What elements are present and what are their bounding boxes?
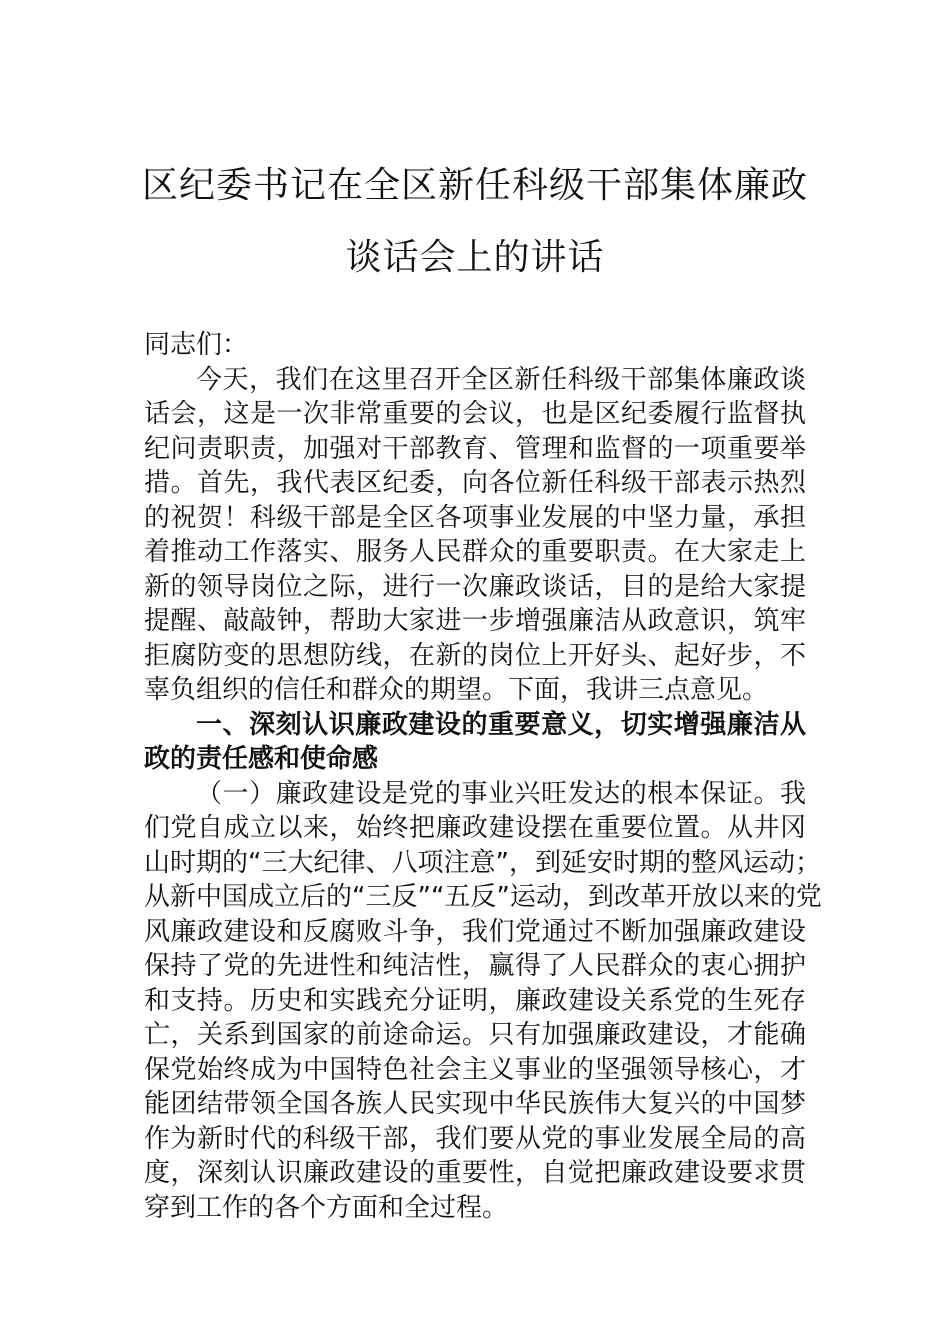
page-title-line-2: 谈话会上的讲话 — [345, 237, 605, 278]
paragraph-line: 风廉政建设和反腐败斗争，我们党通过不断加强廉政建设 — [144, 916, 806, 947]
section-heading-line: 政的责任感和使命感 — [144, 744, 379, 774]
paragraph-line: 今天，我们在这里召开全区新任科级干部集体廉政谈 — [196, 364, 806, 395]
paragraph-line: 着推动工作落实、服务人民群众的重要职责。在大家走上 — [144, 537, 806, 567]
paragraph-line: 穿到工作的各个方面和全过程。 — [144, 1192, 509, 1223]
paragraph-line: 们党自成立以来，始终把廉政建设摆在重要位置。从井冈 — [144, 813, 806, 843]
paragraph-line: 度，深刻认识廉政建设的重要性，自觉把廉政建设要求贯 — [144, 1158, 806, 1188]
document-body — [144, 328, 822, 1225]
paragraph-line: 作为新时代的科级干部，我们要从党的事业发展全局的高 — [144, 1123, 806, 1154]
paragraph-line: 山时期的“三大纪律、八项注意”，到延安时期的整风运动； — [144, 847, 821, 878]
paragraph-line: 新的领导岗位之际，进行一次廉政谈话，目的是给大家提 — [144, 571, 806, 602]
paragraph-intro — [144, 363, 806, 708]
paragraph-line: 辜负组织的信任和群众的期望。下面，我讲三点意见。 — [144, 675, 769, 705]
paragraph-subsection-1 — [144, 777, 822, 1226]
paragraph-line: 保党始终成为中国特色社会主义事业的坚强领导核心，才 — [144, 1054, 806, 1085]
paragraph-line: 的祝贺！科级干部是全区各项事业发展的中坚力量，承担 — [144, 502, 806, 533]
section-heading-1 — [144, 708, 806, 777]
paragraph-line: 和支持。历史和实践充分证明，廉政建设关系党的生死存 — [144, 985, 806, 1016]
paragraph-line: （一）廉政建设是党的事业兴旺发达的根本保证。我 — [196, 778, 806, 809]
paragraph-line: 拒腐防变的思想防线，在新的岗位上开好头、起好步，不 — [144, 640, 806, 671]
paragraph-line: 话会，这是一次非常重要的会议，也是区纪委履行监督执 — [144, 399, 806, 429]
paragraph-line: 亡，关系到国家的前途命运。只有加强廉政建设，才能确 — [144, 1020, 806, 1050]
salutation: 同志们： — [144, 330, 249, 360]
paragraph-line: 保持了党的先进性和纯洁性，赢得了人民群众的衷心拥护 — [144, 951, 806, 981]
paragraph-line: 纪问责职责，加强对干部教育、管理和监督的一项重要举 — [144, 433, 806, 464]
paragraph-line: 措。首先，我代表区纪委，向各位新任科级干部表示热烈 — [144, 468, 806, 498]
paragraph-line: 从新中国成立后的“三反”“五反”运动，到改革开放以来的党 — [144, 882, 822, 912]
paragraph-line: 提醒、敲敲钟，帮助大家进一步增强廉洁从政意识，筑牢 — [144, 606, 806, 636]
section-heading-line: 一、深刻认识廉政建设的重要意义，切实增强廉洁从 — [196, 709, 806, 740]
paragraph-line: 能团结带领全国各族人民实现中华民族伟大复兴的中国梦 — [144, 1089, 806, 1119]
page-title-line-1: 区纪委书记在全区新任科级干部集体廉政 — [141, 165, 808, 206]
